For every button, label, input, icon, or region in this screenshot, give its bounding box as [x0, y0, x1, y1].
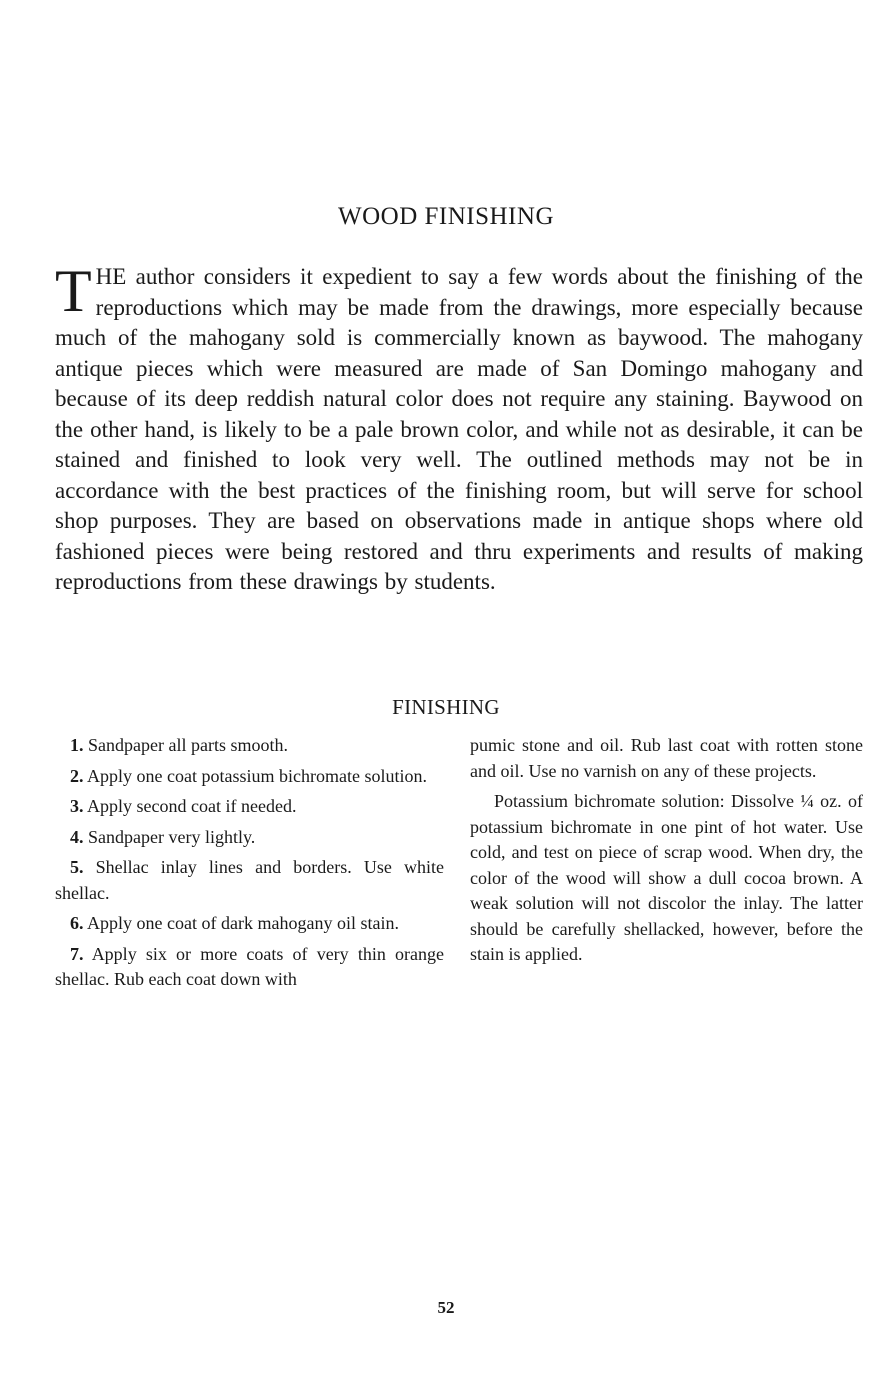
page-title: WOOD FINISHING [337, 203, 554, 230]
solution-note: Potassium bichromate solution: Dissolve ¼ oz. of potassium bichromate in one pint of hot water. Use cold, and test on piece of scrap wood. When dry, the color of the wood will show a dull cocoa brown. A weak solution will not discolor the inlay. The latter should be carefully shellacked, however, before the stain is applied. [470, 791, 863, 964]
step-number: 1. [70, 735, 84, 755]
section-heading: FINISHING [392, 695, 500, 719]
step-item [55, 942, 444, 993]
drop-cap: T [55, 258, 92, 324]
intro-paragraph [55, 258, 863, 598]
step-item [55, 764, 444, 790]
step-text: Shellac inlay lines and borders. Use white shellac. [55, 857, 444, 903]
step-continuation: pumic stone and oil. Rub last coat with rotten stone and oil. Use no varnish on any of these projects. [470, 735, 863, 781]
step-number: 4. [70, 826, 84, 847]
step-number: 5. [70, 857, 84, 877]
step-item [55, 825, 444, 851]
step-number: 6. [70, 913, 84, 933]
step-item [55, 733, 444, 759]
step-item [55, 855, 444, 906]
intro-text: HE author considers it expedient to say a few words about the finishing of the reproductions which may be made from the drawings, more especially because much of the mahogany sold is commercially known as baywood. The mahogany antique pieces which were measured are made of San Domingo mahogany and because of its deep reddish natural color does not require any staining. Baywood on the other hand, is likely to be a pale brown color, and while not as desirable, it can be stained and finished to look very well. The outlined methods may not be in accordance with the best practices of the finishing room, but will serve for school shop purposes. They are based on observations made in antique shops where old fashioned pieces were being restored and thru experiments and results of making reproductions from these drawings by students. [55, 264, 863, 594]
step-text: Apply one coat of dark mahogany oil stain. [87, 913, 399, 933]
step-item [55, 794, 444, 820]
step-number: 2. [70, 765, 84, 786]
step-text: Sandpaper all parts smooth. [88, 735, 288, 755]
step-text: Apply six or more coats of very thin orange shellac. Rub each coat down with [55, 943, 444, 989]
step-number: 3. [70, 796, 84, 816]
step-number: 7. [70, 943, 84, 964]
step-text: Sandpaper very lightly. [88, 826, 256, 847]
step-item [55, 911, 444, 937]
steps-column [55, 733, 444, 998]
page-number: 52 [437, 1298, 455, 1317]
notes-column [470, 733, 863, 973]
step-text: Apply second coat if needed. [87, 796, 297, 816]
step-text: Apply one coat potassium bichromate solution. [87, 765, 427, 786]
